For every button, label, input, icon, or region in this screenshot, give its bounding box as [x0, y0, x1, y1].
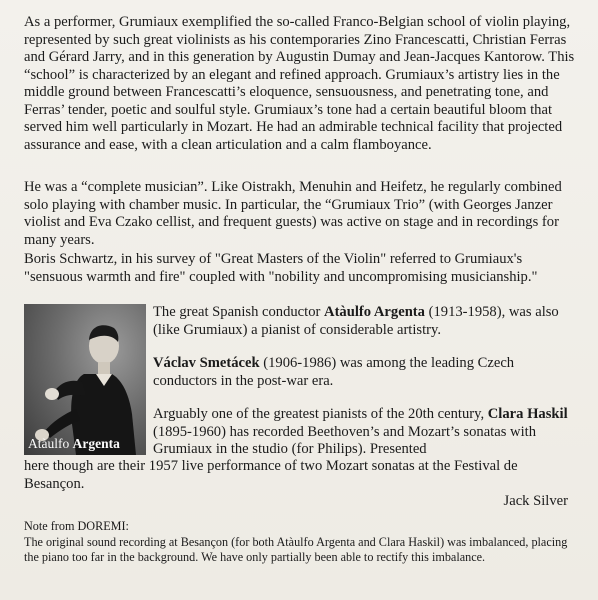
smetacek-details: (1906-1986) was among the leading Czech conductors in the post-war era. — [153, 355, 515, 389]
note-body: The original sound recording at Besançon (for both Atàulfo Argenta and Clara Haskil) was imbalanced, placing the piano too far in the background. We have only partially been able to rectify this imbalance. — [24, 534, 568, 564]
paragraph-argenta — [153, 304, 581, 339]
paragraph-schwartz-quote: Boris Schwartz, in his survey of "Great Masters of the Violin" referred to Grumiaux's "sensuous warmth and fire" coupled with "nobility and uncompromising musicianship." — [24, 251, 538, 285]
doremi-note — [24, 519, 580, 566]
smetacek-name: Václav Smetácek — [153, 355, 260, 371]
photo-caption — [28, 436, 120, 452]
caption-first-name: Atàulfo — [28, 436, 70, 451]
paragraph-performer: As a performer, Grumiaux exemplified the so-called Franco-Belgian school of violin playing, represented by such great violinists as his contemporaries Zino Francescatti, Christian Ferras and Gérard Jarry, and in this generation by Augustin Dumay and Jean-Jacques Kantorow. This “school” is characterized by an elegant and refined approach. Grumiaux’s artistry lies in the middle ground between Francescatti’s eloquence, sensuousness, and penetrating tone, and Ferras’ tender, poetic and soulful style. Grumiaux’s tone had a certain beautiful bloom that served him well particularly in Mozart. He had an admirable technical facility that projected assurance and ease, with a clean articulation and a calm flamboyance. — [24, 14, 575, 153]
argenta-photo — [24, 304, 146, 455]
argenta-intro: The great Spanish conductor — [153, 304, 325, 320]
paragraph-haskil-continued: here though are their 1957 live performance of two Mozart sonatas at the Festival de Besançon. — [24, 458, 518, 492]
argenta-name: Atàulfo Argenta — [324, 304, 425, 320]
haskil-name: Clara Haskil — [487, 406, 568, 422]
haskil-details: (1895-1960) has recorded Beethoven’s and Mozart’s sonatas with Grumiaux in the studio (for Philips). Presented — [153, 423, 536, 457]
author-signature: Jack Silver — [503, 493, 568, 509]
caption-last-name: Argenta — [72, 436, 120, 451]
argenta-photo-block — [24, 304, 146, 455]
paragraph-complete-musician: He was a “complete musician”. Like Oistrakh, Menuhin and Heifetz, he regularly combined solo playing with chamber music. In particular, the “Grumiaux Trio” (with Georges Janzer violist and Eva Czako cellist, and frequent guests) was active on stage and in recordings for many years. — [24, 179, 562, 248]
paragraph-haskil — [153, 406, 581, 459]
conductor-silhouette-image — [24, 304, 146, 455]
argenta-details: (1913-1958), was also (like Grumiaux) a pianist of considerable artistry. — [153, 304, 559, 338]
haskil-intro: Arguably one of the greatest pianists of the 20th century, — [153, 406, 488, 422]
paragraph-smetacek — [153, 355, 581, 390]
note-heading: Note from DOREMI: — [24, 519, 129, 533]
